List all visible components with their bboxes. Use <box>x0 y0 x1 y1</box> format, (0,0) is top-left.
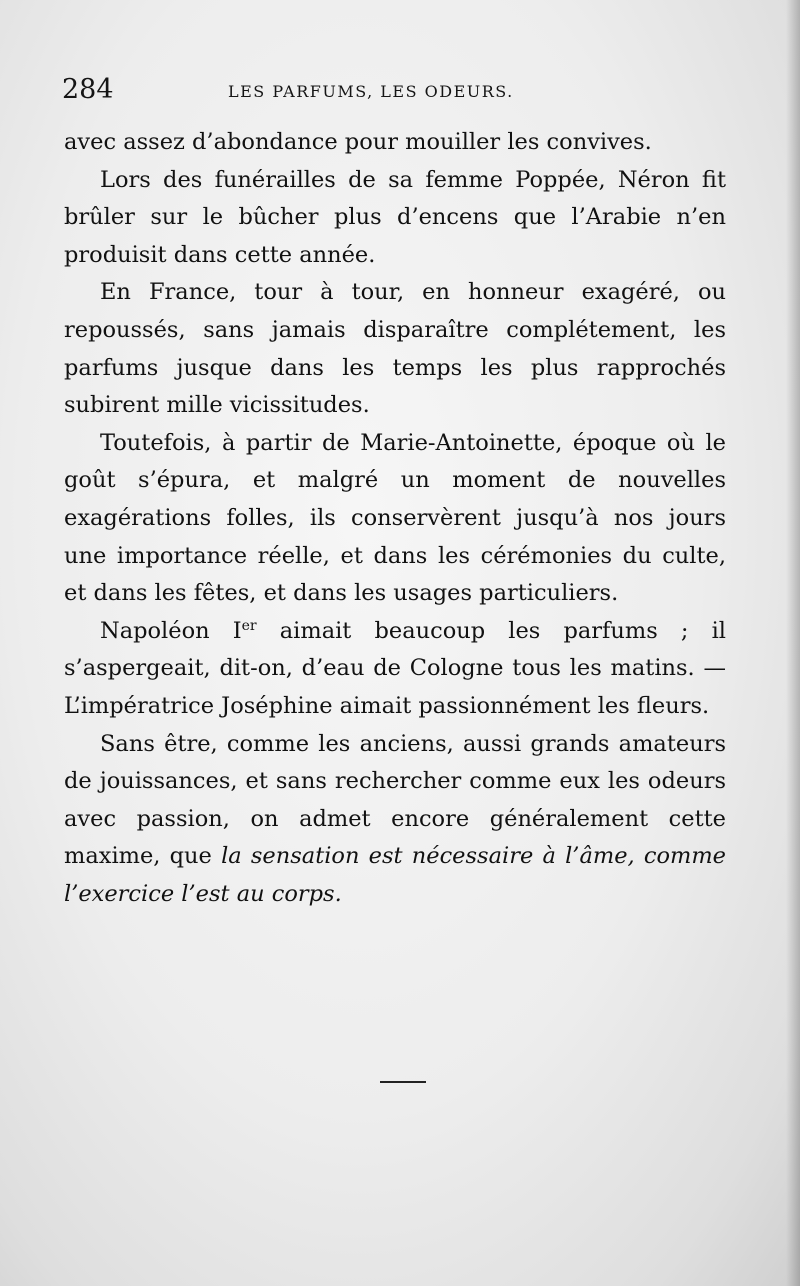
maxime-text-start: Sans être, comme les anciens, aussi grands amateurs de jouissances, et sans rechercher comme eux les odeurs avec passion, on admet encore généralement cette maxime, que <box>64 730 726 870</box>
ordinal-superscript: er <box>241 617 257 634</box>
paragraph-neron: Lors des funérailles de sa femme Poppée, Néron fit brûler sur le bûcher plus d’encens que l’Arabie n’en produisit dans cette année. <box>64 166 726 268</box>
page-body <box>64 124 726 913</box>
section-end-rule <box>380 1081 426 1083</box>
page-edge-shadow <box>786 0 800 1286</box>
paragraph-maxime <box>64 726 726 914</box>
paragraph-continued: avec assez d’abondance pour mouiller les convives. <box>64 129 652 155</box>
page-header <box>62 72 742 112</box>
maxime-italic-quote: la sensation est nécessaire à l’âme, comme l’exercice l’est au corps. <box>64 843 726 907</box>
paragraph-france: En France, tour à tour, en honneur exagéré, ou repoussés, sans jamais disparaître complétement, les parfums jusque dans les temps les plus rapprochés subirent mille vicissitudes. <box>64 279 726 419</box>
running-head: LES PARFUMS, LES ODEURS. <box>228 82 514 101</box>
page-number: 284 <box>62 74 114 105</box>
paragraph-napoleon <box>64 613 726 726</box>
paragraph-marie-antoinette: Toutefois, à partir de Marie-Antoinette, époque où le goût s’épura, et malgré un moment de nouvelles exagérations folles, ils conservèrent jusqu’à nos jours une importance réelle, et dans les cérémonies du culte, et dans les fêtes, et dans les usages particuliers. <box>64 429 726 607</box>
napoleon-text-start: Napoléon I <box>100 617 242 644</box>
napoleon-text-rest: aimait beaucoup les parfums ; il s’aspergeait, dit-on, d’eau de Cologne tous les matins. — L’impératrice Joséphine aimait passionnément les fleurs. <box>64 617 726 719</box>
